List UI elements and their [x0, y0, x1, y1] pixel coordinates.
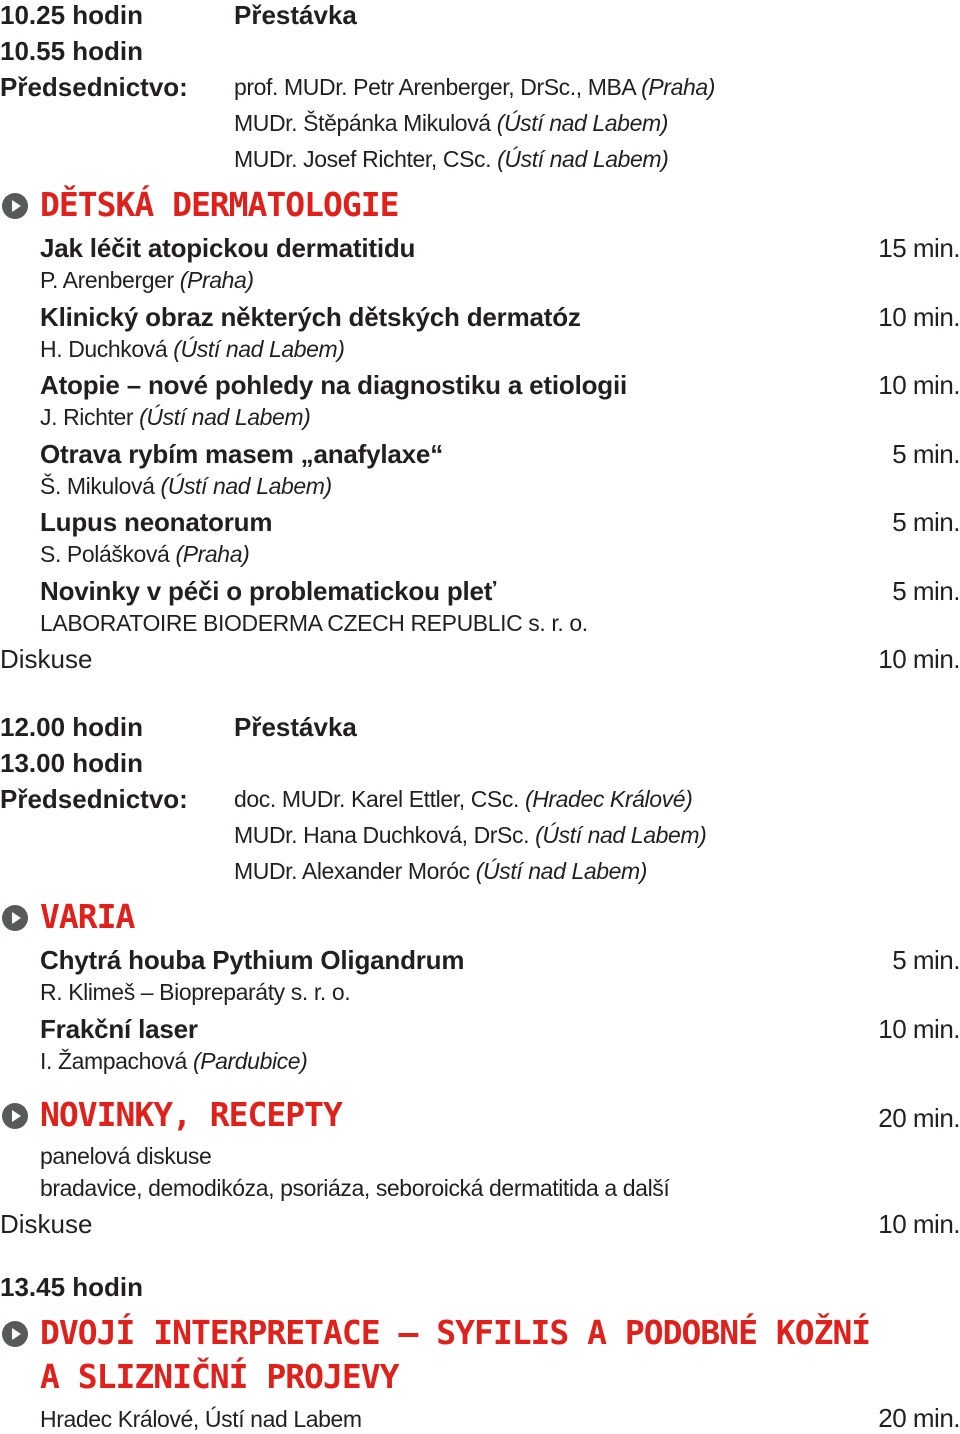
- section-title-novinky: NOVINKY, RECEPTY: [40, 1095, 342, 1134]
- play-circle-icon: [2, 1321, 28, 1347]
- chairs-label-1: Předsednictvo:: [0, 72, 188, 102]
- time-break-2: 12.00 hodin: [0, 712, 144, 742]
- discussion-label: Diskuse: [0, 1209, 93, 1239]
- panel-discussion-label: panelová diskuse: [40, 1143, 212, 1169]
- chair-item: MUDr. Josef Richter, CSc. (Ústí nad Labem): [234, 146, 669, 172]
- talk-speaker: Š. Mikulová (Ústí nad Labem): [40, 473, 332, 499]
- section-title-dvoji-line2: A SLIZNIČNÍ PROJEVY: [40, 1357, 399, 1396]
- discussion-label: Diskuse: [0, 644, 93, 674]
- chair-item: MUDr. Štěpánka Mikulová (Ústí nad Labem): [234, 110, 668, 136]
- talk-speaker: J. Richter (Ústí nad Labem): [40, 404, 311, 430]
- talk-title: Frakční laser: [40, 1014, 198, 1044]
- talk-speaker: S. Polášková (Praha): [40, 541, 250, 567]
- section-title-dvoji-line1: DVOJÍ INTERPRETACE – SYFILIS A PODOBNÉ KOŽNÍ: [40, 1313, 871, 1352]
- section-title-varia: VARIA: [40, 897, 135, 936]
- chair-item: MUDr. Hana Duchková, DrSc. (Ústí nad Labem): [234, 822, 707, 848]
- time-break-1: 10.25 hodin: [0, 0, 144, 30]
- time-start-2: 13.00 hodin: [0, 748, 144, 778]
- discussion-duration: 10 min.: [878, 1209, 960, 1239]
- section-duration: 20 min.: [878, 1403, 960, 1433]
- talk-duration: 10 min.: [878, 370, 960, 400]
- talk-duration: 5 min.: [892, 945, 960, 975]
- talk-speaker: P. Arenberger (Praha): [40, 267, 254, 293]
- break-label-1: Přestávka: [234, 0, 357, 30]
- talk-duration: 5 min.: [892, 439, 960, 469]
- chair-item: doc. MUDr. Karel Ettler, CSc. (Hradec Králové): [234, 786, 693, 812]
- section-places: Hradec Králové, Ústí nad Labem: [40, 1406, 362, 1432]
- talk-duration: 5 min.: [892, 507, 960, 537]
- discussion-duration: 10 min.: [878, 644, 960, 674]
- talk-duration: 10 min.: [878, 1014, 960, 1044]
- talk-title: Jak léčit atopickou dermatitidu: [40, 233, 416, 263]
- panel-topics: bradavice, demodikóza, psoriáza, seboroická dermatitida a další: [40, 1175, 670, 1201]
- talk-title: Lupus neonatorum: [40, 507, 273, 537]
- play-circle-icon: [2, 193, 28, 219]
- talk-title: Klinický obraz některých dětských dermatóz: [40, 302, 581, 332]
- time-start-1: 10.55 hodin: [0, 36, 144, 66]
- talk-speaker: LABORATOIRE BIODERMA CZECH REPUBLIC s. r. o.: [40, 610, 588, 636]
- talk-duration: 15 min.: [878, 233, 960, 263]
- chair-item: prof. MUDr. Petr Arenberger, DrSc., MBA (Praha): [234, 74, 716, 100]
- talk-title: Novinky v péči o problematickou pleť: [40, 576, 497, 606]
- talk-title: Atopie – nové pohledy na diagnostiku a etiologii: [40, 370, 628, 400]
- chair-item: MUDr. Alexander Moróc (Ústí nad Labem): [234, 858, 648, 884]
- talk-speaker: I. Žampachová (Pardubice): [40, 1048, 308, 1074]
- talk-duration: 5 min.: [892, 576, 960, 606]
- break-label-2: Přestávka: [234, 712, 357, 742]
- talk-title: Chytrá houba Pythium Oligandrum: [40, 945, 465, 975]
- section-duration: 20 min.: [878, 1103, 960, 1133]
- talk-speaker: R. Klimeš – Biopreparáty s. r. o.: [40, 979, 351, 1005]
- time-start-3: 13.45 hodin: [0, 1272, 144, 1302]
- chairs-label-2: Předsednictvo:: [0, 784, 188, 814]
- talk-title: Otrava rybím masem „anafylaxe“: [40, 439, 443, 469]
- talk-speaker: H. Duchková (Ústí nad Labem): [40, 336, 345, 362]
- talk-duration: 10 min.: [878, 302, 960, 332]
- play-circle-icon: [2, 905, 28, 931]
- play-circle-icon: [2, 1103, 28, 1129]
- section-title-detska: DĚTSKÁ DERMATOLOGIE: [40, 185, 399, 224]
